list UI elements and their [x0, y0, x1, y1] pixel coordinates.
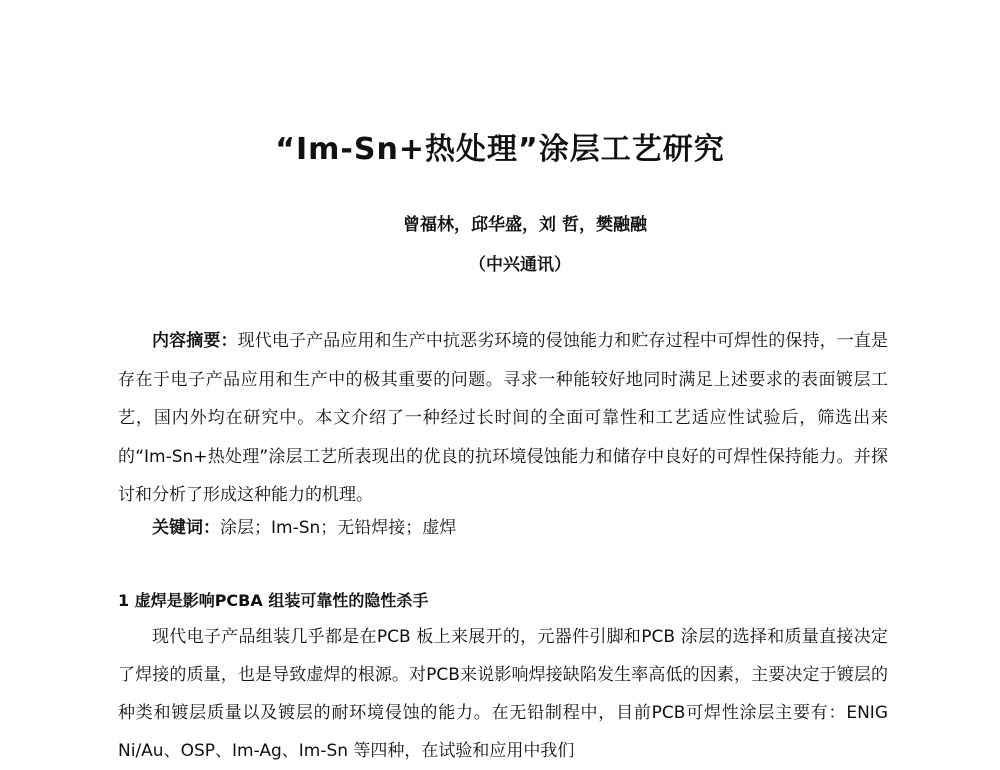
abstract-text: 现代电子产品应用和生产中抗恶劣环境的侵蚀能力和贮存过程中可焊性的保持，一直是存在于电子产品应用和生产中的极其重要的问题。寻求一种能较好地同时满足上述要求的表面镀层工艺，国内外均在研究中。本文介绍了一种经过长时间的全面可靠性和工艺适应性试验后，筛选出来的“Im-Sn+热处理”涂层工艺所表现出的优良的抗环境侵蚀能力和储存中良好的可焊性保持能力。并探讨和分析了形成这种能力的机理。 — [118, 331, 889, 505]
abstract-paragraph — [118, 322, 888, 515]
section-heading: 1 虚焊是影响PCBA 组装可靠性的隐性杀手 — [118, 591, 429, 610]
author-list: 曾福林，邱华盛，刘 哲，樊融融 — [403, 215, 647, 235]
keywords-text: 涂层；Im-Sn；无铅焊接；虚焊 — [220, 518, 457, 538]
paper-title: “Im-Sn+热处理”涂层工艺研究 — [275, 132, 725, 167]
keywords-label: 关键词： — [152, 518, 220, 538]
author-affiliation: （中兴通讯） — [469, 255, 571, 275]
section-paragraph: 现代电子产品组装几乎都是在PCB 板上来展开的，元器件引脚和PCB 涂层的选择和质量直接决定了焊接的质量，也是导致虚焊的根源。对PCB来说影响焊接缺陷发生率高低的因素，主要决定于镀层的种类和镀层质量以及镀层的耐环境侵蚀的能力。在无铅制程中，目前PCB可焊性涂层主要有：ENIG Ni/Au、OSP、Im-Ag、Im-Sn 等四种，在试验和应用中我们 — [118, 627, 888, 761]
abstract-label: 内容摘要： — [152, 331, 238, 351]
keywords-line — [118, 509, 888, 547]
